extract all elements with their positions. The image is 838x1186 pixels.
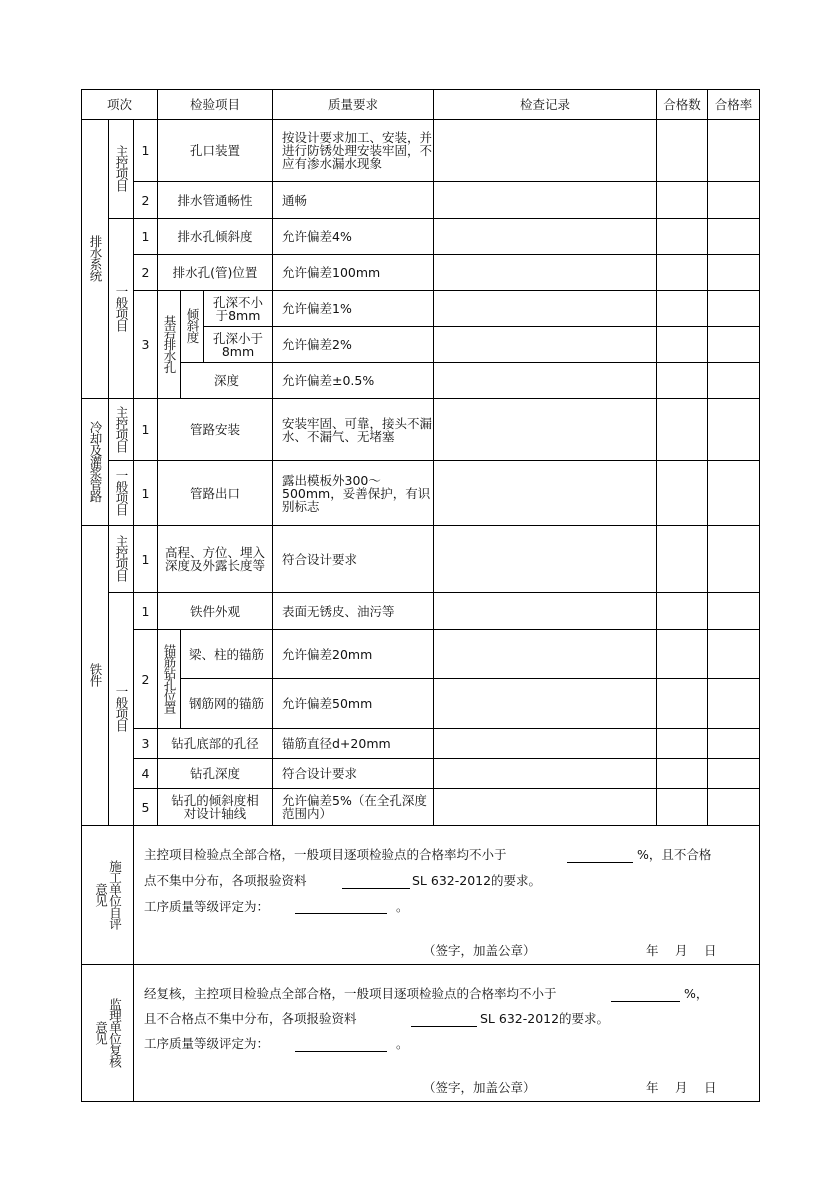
opinion-text: SL 632-2012的要求。 xyxy=(412,873,542,888)
quality-req: 允许偏差2% xyxy=(273,327,434,363)
pass-count-cell[interactable] xyxy=(657,363,708,399)
pass-rate-cell[interactable] xyxy=(708,219,760,255)
quality-req: 允许偏差50mm xyxy=(273,679,434,729)
quality-req: 允许偏差1% xyxy=(273,291,434,327)
pass-rate-cell[interactable] xyxy=(708,255,760,291)
quality-req: 符合设计要求 xyxy=(273,759,434,789)
table-row xyxy=(82,526,760,593)
pass-count-cell[interactable] xyxy=(657,759,708,789)
category-general: 一般项目 xyxy=(109,219,134,399)
opinion-text: %， xyxy=(684,986,709,1001)
item-name: 梁、柱的锚筋 xyxy=(181,630,273,679)
quality-req: 按设计要求加工、安装，并进行防锈处理安装牢固，不应有渗水漏水现象 xyxy=(273,120,434,182)
item-name: 排水管通畅性 xyxy=(158,182,273,219)
pass-count-cell[interactable] xyxy=(657,679,708,729)
opinion-text: 经复核，主控项目检验点全部合格，一般项目逐项检验点的合格率均不小于 xyxy=(144,986,557,1001)
supervisor-opinion-body[interactable] xyxy=(134,965,760,1102)
opinion-text: %，且不合格 xyxy=(637,847,712,862)
quality-grade-blank[interactable] xyxy=(295,913,387,914)
opinion-text: 主控项目检验点全部合格，一般项目逐项检验点的合格率均不小于 xyxy=(144,847,507,862)
pass-rate-cell[interactable] xyxy=(708,363,760,399)
pass-rate-cell[interactable] xyxy=(708,526,760,593)
record-cell[interactable] xyxy=(434,526,657,593)
quality-req: 允许偏差4% xyxy=(273,219,434,255)
opinion-text: 点不集中分布，各项报验资料 xyxy=(144,873,307,888)
opinion-text: 。 xyxy=(396,899,409,914)
supervisor-opinion-label: 监理单位复核意见 xyxy=(82,965,134,1102)
row-no: 1 xyxy=(134,526,158,593)
pass-count-cell[interactable] xyxy=(657,219,708,255)
header-item-no: 项次 xyxy=(82,90,158,120)
supervisor-opinion-row xyxy=(82,965,760,1102)
record-cell[interactable] xyxy=(434,729,657,759)
pass-count-cell[interactable] xyxy=(657,461,708,526)
header-row xyxy=(82,90,760,120)
pass-rate-cell[interactable] xyxy=(708,291,760,327)
quality-grade-blank[interactable] xyxy=(295,1051,387,1052)
item-name: 孔深小于8mm xyxy=(204,327,273,363)
record-cell[interactable] xyxy=(434,363,657,399)
pass-count-cell[interactable] xyxy=(657,291,708,327)
contractor-opinion-row xyxy=(82,826,760,965)
header-pass-rate: 合格率 xyxy=(708,90,760,120)
pass-rate-cell[interactable] xyxy=(708,759,760,789)
header-pass-count: 合格数 xyxy=(657,90,708,120)
group-drainage: 排水系统 xyxy=(82,120,109,399)
group-cooling: 冷却及灌浆管路 xyxy=(82,399,109,526)
subgroup-anchor-position: 锚筋钻孔位置 xyxy=(158,630,181,729)
pass-rate-cell[interactable] xyxy=(708,593,760,630)
pass-rate-blank[interactable] xyxy=(567,862,633,863)
record-cell[interactable] xyxy=(434,679,657,729)
record-cell[interactable] xyxy=(434,593,657,630)
pass-count-cell[interactable] xyxy=(657,630,708,679)
row-no: 1 xyxy=(134,219,158,255)
quality-req: 允许偏差100mm xyxy=(273,255,434,291)
quality-req: 露出模板外300～500mm，妥善保护，有识别标志 xyxy=(273,461,434,526)
item-name: 管路出口 xyxy=(158,461,273,526)
item-name: 孔口装置 xyxy=(158,120,273,182)
pass-count-cell[interactable] xyxy=(657,120,708,182)
pass-count-cell[interactable] xyxy=(657,255,708,291)
row-no: 1 xyxy=(134,593,158,630)
row-no: 3 xyxy=(134,729,158,759)
inspection-table xyxy=(81,89,760,1102)
item-name: 孔深不小于8mm xyxy=(204,291,273,327)
table-row xyxy=(82,363,760,399)
pass-rate-cell[interactable] xyxy=(708,729,760,759)
contractor-opinion-body[interactable] xyxy=(134,826,760,965)
pass-rate-cell[interactable] xyxy=(708,120,760,182)
record-cell[interactable] xyxy=(434,120,657,182)
header-inspection-item: 检验项目 xyxy=(158,90,273,120)
table-row xyxy=(82,399,760,461)
quality-req: 通畅 xyxy=(273,182,434,219)
pass-rate-cell[interactable] xyxy=(708,399,760,461)
subgroup-inclination: 倾斜度 xyxy=(181,291,204,363)
category-general: 一般项目 xyxy=(109,593,134,826)
pass-count-cell[interactable] xyxy=(657,789,708,826)
pass-rate-cell[interactable] xyxy=(708,789,760,826)
contractor-opinion-label: 施工单位自评意见 xyxy=(82,826,134,965)
record-cell[interactable] xyxy=(434,789,657,826)
item-name: 深度 xyxy=(181,363,273,399)
opinion-text: 。 xyxy=(396,1036,409,1051)
quality-req: 安装牢固、可靠，接头不漏水、不漏气、无堵塞 xyxy=(273,399,434,461)
record-cell[interactable] xyxy=(434,630,657,679)
row-no: 1 xyxy=(134,461,158,526)
quality-req: 允许偏差±0.5% xyxy=(273,363,434,399)
table-row xyxy=(82,120,760,182)
table-row xyxy=(82,291,760,327)
row-no: 2 xyxy=(134,255,158,291)
date-field[interactable]: 年 月 日 xyxy=(646,1080,719,1095)
table-row xyxy=(82,219,760,255)
signature-note: （签字，加盖公章） xyxy=(423,943,536,958)
opinion-text: 且不合格点不集中分布，各项报验资料 xyxy=(144,1011,357,1026)
opinion-text: 工序质量等级评定为： xyxy=(144,1036,270,1051)
row-no: 3 xyxy=(134,291,158,399)
data-compliance-blank[interactable] xyxy=(411,1026,477,1027)
category-main: 主控项目 xyxy=(109,120,134,219)
pass-count-cell[interactable] xyxy=(657,399,708,461)
category-main: 主控项目 xyxy=(109,526,134,593)
table-row xyxy=(82,255,760,291)
row-no: 1 xyxy=(134,399,158,461)
record-cell[interactable] xyxy=(434,291,657,327)
pass-rate-cell[interactable] xyxy=(708,630,760,679)
pass-count-cell[interactable] xyxy=(657,593,708,630)
row-no: 1 xyxy=(134,120,158,182)
quality-req: 符合设计要求 xyxy=(273,526,434,593)
pass-count-cell[interactable] xyxy=(657,729,708,759)
record-cell[interactable] xyxy=(434,759,657,789)
item-name: 铁件外观 xyxy=(158,593,273,630)
item-name: 管路安装 xyxy=(158,399,273,461)
quality-req: 表面无锈皮、油污等 xyxy=(273,593,434,630)
pass-rate-cell[interactable] xyxy=(708,679,760,729)
table-row xyxy=(82,789,760,826)
opinion-text: 工序质量等级评定为： xyxy=(144,899,270,914)
table-row xyxy=(82,182,760,219)
category-main: 主控项目 xyxy=(109,399,134,461)
pass-rate-cell[interactable] xyxy=(708,461,760,526)
item-name: 钻孔深度 xyxy=(158,759,273,789)
table-row xyxy=(82,630,760,679)
item-name: 排水孔(管)位置 xyxy=(158,255,273,291)
header-record: 检查记录 xyxy=(434,90,657,120)
row-no: 4 xyxy=(134,759,158,789)
record-cell[interactable] xyxy=(434,255,657,291)
row-no: 2 xyxy=(134,630,158,729)
record-cell[interactable] xyxy=(434,399,657,461)
item-name: 钻孔的倾斜度相对设计轴线 xyxy=(158,789,273,826)
group-iron: 铁件 xyxy=(82,526,109,826)
row-no: 2 xyxy=(134,182,158,219)
row-no: 5 xyxy=(134,789,158,826)
table-row xyxy=(82,461,760,526)
record-cell[interactable] xyxy=(434,219,657,255)
table-row xyxy=(82,593,760,630)
opinion-text: SL 632-2012的要求。 xyxy=(480,1011,610,1026)
quality-req: 允许偏差5%（在全孔深度范围内） xyxy=(273,789,434,826)
header-quality-req: 质量要求 xyxy=(273,90,434,120)
item-name: 排水孔倾斜度 xyxy=(158,219,273,255)
record-cell[interactable] xyxy=(434,182,657,219)
pass-rate-cell[interactable] xyxy=(708,327,760,363)
pass-count-cell[interactable] xyxy=(657,182,708,219)
item-name: 钢筋网的锚筋 xyxy=(181,679,273,729)
table-row xyxy=(82,729,760,759)
record-cell[interactable] xyxy=(434,461,657,526)
signature-note: （签字，加盖公章） xyxy=(423,1080,536,1095)
pass-count-cell[interactable] xyxy=(657,327,708,363)
subgroup-bedrock-drain: 基岩排水孔 xyxy=(158,291,181,399)
record-cell[interactable] xyxy=(434,327,657,363)
date-field[interactable]: 年 月 日 xyxy=(646,943,719,958)
category-general: 一般项目 xyxy=(109,461,134,526)
table-row xyxy=(82,759,760,789)
pass-count-cell[interactable] xyxy=(657,526,708,593)
quality-req: 锚筋直径d+20mm xyxy=(273,729,434,759)
table-row xyxy=(82,679,760,729)
pass-rate-cell[interactable] xyxy=(708,182,760,219)
data-compliance-blank[interactable] xyxy=(342,888,410,889)
quality-req: 允许偏差20mm xyxy=(273,630,434,679)
item-name: 钻孔底部的孔径 xyxy=(158,729,273,759)
item-name: 高程、方位、埋入深度及外露长度等 xyxy=(158,526,273,593)
pass-rate-blank[interactable] xyxy=(611,1001,680,1002)
